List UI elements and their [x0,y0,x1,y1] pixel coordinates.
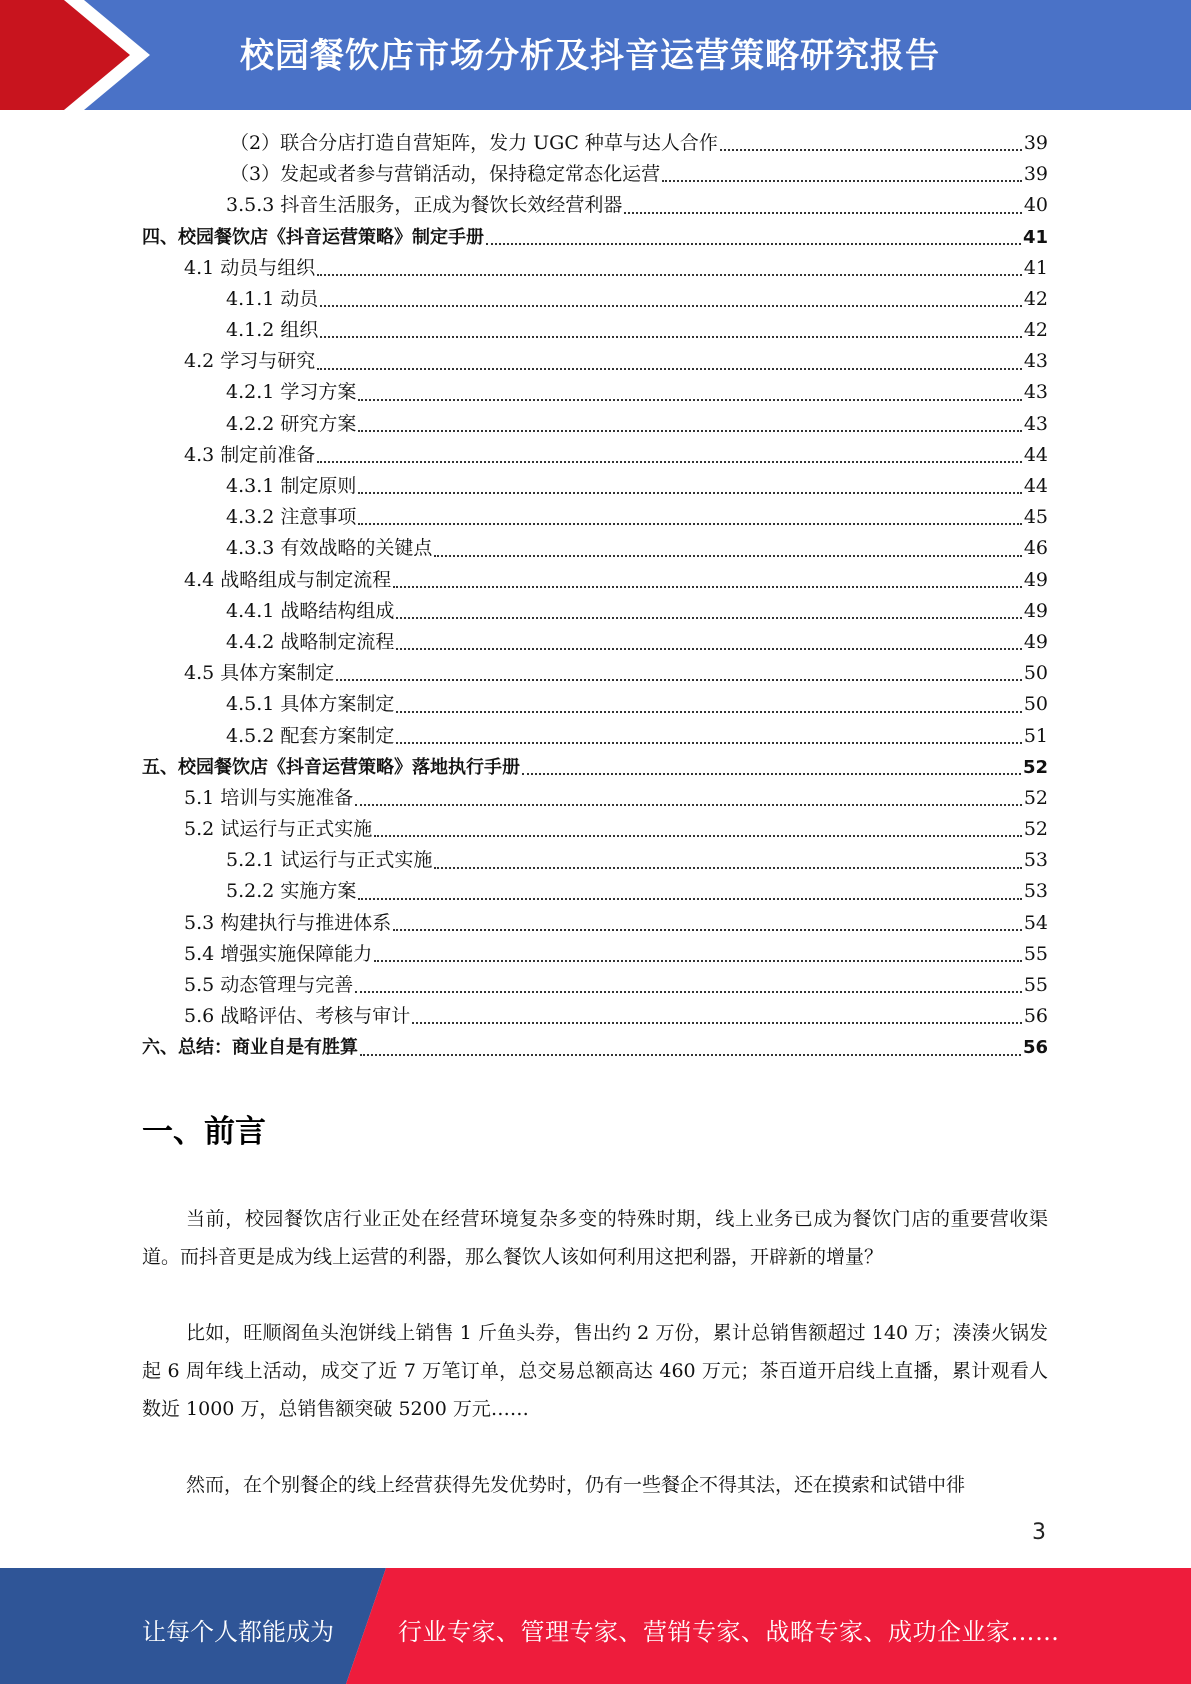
toc-entry-title: 5.5 动态管理与完善 [184,974,354,997]
toc-entry-page: 42 [1023,287,1048,310]
toc-entry[interactable] [142,565,1048,596]
toc-dot-leader [317,461,1022,463]
toc-dot-leader [355,991,1022,993]
toc-entry-page: 46 [1023,537,1048,560]
toc-entry[interactable] [142,190,1048,221]
toc-entry-page: 49 [1023,599,1048,622]
toc-entry[interactable] [142,346,1048,377]
toc-entry-page: 49 [1023,630,1048,653]
paragraph: 当前，校园餐饮店行业正处在经营环境复杂多变的特殊时期，线上业务已成为餐饮门店的重要营收渠道。而抖音更是成为线上运营的利器，那么餐饮人该如何利用这把利器，开辟新的增量？ [142,1208,1048,1268]
toc-entry[interactable] [142,845,1048,876]
toc-entry-page: 52 [1022,756,1048,778]
toc-dot-leader [317,368,1022,370]
toc-dot-leader [358,523,1021,525]
chevron-logo-icon [0,0,160,110]
toc-entry[interactable] [142,128,1048,159]
toc-entry-page: 52 [1023,786,1048,809]
toc-dot-leader [624,212,1021,214]
toc-dot-leader [358,430,1021,432]
toc-dot-leader [317,274,1022,276]
toc-entry-page: 56 [1023,1005,1048,1028]
toc-entry-page: 55 [1023,942,1048,965]
toc-entry[interactable] [142,689,1048,720]
toc-dot-leader [434,867,1021,869]
toc-entry-title: 4.1.2 组织 [226,319,319,342]
toc-entry-page: 52 [1023,818,1048,841]
toc-entry-page: 54 [1023,911,1048,934]
toc-dot-leader [358,399,1021,401]
toc-entry-title: 4.5 具体方案制定 [184,662,335,685]
toc-entry[interactable] [142,471,1048,502]
toc-dot-leader [396,742,1021,744]
page-number: 3 [1032,1520,1046,1545]
toc-entry-title: 4.3.3 有效战略的关键点 [226,537,433,560]
toc-dot-leader [358,898,1021,900]
toc-entry-page: 49 [1023,568,1048,591]
footer-slogan-right: 行业专家、管理专家、营销专家、战略专家、成功企业家…… [398,1618,1060,1646]
footer-slogan-left: 让每个人都能成为 [142,1618,334,1646]
toc-dot-leader [396,648,1021,650]
toc-entry-page: 41 [1022,226,1048,248]
page-footer [0,1568,1191,1684]
paragraph: 比如，旺顺阁鱼头泡饼线上销售 1 斤鱼头券，售出约 2 万份，累计总销售额超过 140 万；湊湊火锅发起 6 周年线上活动，成交了近 7 万笔订单，总交易总额高达 460 万元；茶百道开启线上直播，累计观看人数近 1000 万，总销售额突破 5200 万元…… [142,1322,1048,1420]
toc-entry[interactable] [142,752,1048,783]
toc-entry-page: 53 [1023,880,1048,903]
toc-dot-leader [393,586,1022,588]
toc-entry[interactable] [142,721,1048,752]
toc-entry-title: （2）联合分店打造自营矩阵，发力 UGC 种草与达人合作 [230,131,718,154]
toc-entry-title: 五、校园餐饮店《抖音运营策略》落地执行手册 [142,756,520,778]
toc-entry-title: 六、总结：商业自是有胜算 [142,1037,358,1059]
toc-entry-page: 44 [1023,443,1048,466]
toc-entry[interactable] [142,970,1048,1001]
toc-entry-title: 4.2 学习与研究 [184,350,316,373]
toc-entry-page: 40 [1023,194,1048,217]
toc-entry-title: 3.5.3 抖音生活服务，正成为餐饮长效经营利器 [226,194,623,217]
table-of-contents [142,128,1048,1064]
toc-dot-leader [358,492,1021,494]
toc-dot-leader [360,1054,1021,1056]
header-title: 校园餐饮店市场分析及抖音运营策略研究报告 [240,36,940,76]
toc-entry[interactable] [142,409,1048,440]
toc-entry-page: 45 [1023,506,1048,529]
toc-entry-title: 4.1.1 动员 [226,287,319,310]
toc-dot-leader [374,835,1022,837]
toc-dot-leader [393,929,1022,931]
toc-entry-title: 四、校园餐饮店《抖音运营策略》制定手册 [142,226,484,248]
toc-entry-page: 42 [1023,319,1048,342]
toc-entry-page: 43 [1023,381,1048,404]
toc-entry-title: 5.1 培训与实施准备 [184,786,354,809]
toc-dot-leader [396,711,1021,713]
toc-entry[interactable] [142,315,1048,346]
toc-entry-title: 4.2.1 学习方案 [226,381,357,404]
toc-entry-page: 43 [1023,412,1048,435]
toc-entry-title: 4.5.1 具体方案制定 [226,693,395,716]
toc-entry-page: 53 [1023,849,1048,872]
toc-entry[interactable] [142,1001,1048,1032]
toc-entry[interactable] [142,378,1048,409]
toc-entry[interactable] [142,939,1048,970]
page-header [0,0,1191,110]
toc-entry-page: 56 [1022,1037,1048,1059]
toc-entry-title: 4.2.2 研究方案 [226,412,357,435]
toc-dot-leader [486,243,1021,245]
toc-entry-title: 5.2.1 试运行与正式实施 [226,849,433,872]
toc-entry[interactable] [142,159,1048,190]
toc-entry[interactable] [142,627,1048,658]
toc-entry-page: 51 [1023,724,1048,747]
toc-entry-title: 4.4.2 战略制定流程 [226,630,395,653]
toc-entry-title: 5.4 增强实施保障能力 [184,942,373,965]
toc-entry-page: 50 [1023,662,1048,685]
toc-entry[interactable] [142,284,1048,315]
toc-entry-page: 41 [1023,256,1048,279]
toc-dot-leader [522,773,1021,775]
toc-entry[interactable] [142,783,1048,814]
toc-dot-leader [434,555,1021,557]
toc-dot-leader [320,336,1021,338]
toc-dot-leader [374,960,1022,962]
toc-entry[interactable] [142,908,1048,939]
toc-entry[interactable] [142,877,1048,908]
toc-entry[interactable] [142,502,1048,533]
toc-entry-page: 50 [1023,693,1048,716]
toc-dot-leader [355,804,1022,806]
toc-entry-title: 4.5.2 配套方案制定 [226,724,395,747]
toc-entry-page: 39 [1023,163,1048,186]
toc-entry-title: 5.6 战略评估、考核与审计 [184,1005,411,1028]
toc-dot-leader [412,1022,1022,1024]
toc-entry-title: 4.3.1 制定原则 [226,475,357,498]
toc-dot-leader [396,617,1021,619]
toc-entry[interactable] [142,658,1048,689]
toc-entry[interactable] [142,440,1048,471]
paragraph: 然而，在个别餐企的线上经营获得先发优势时，仍有一些餐企不得其法，还在摸索和试错中徘 [186,1474,966,1496]
toc-entry-page: 39 [1023,131,1048,154]
toc-entry[interactable] [142,533,1048,564]
toc-entry-page: 44 [1023,475,1048,498]
toc-entry-title: 5.2.2 实施方案 [226,880,357,903]
toc-entry[interactable] [142,596,1048,627]
toc-entry-title: 5.2 试运行与正式实施 [184,818,373,841]
toc-entry[interactable] [142,1032,1048,1063]
toc-entry[interactable] [142,222,1048,253]
toc-dot-leader [662,180,1022,182]
toc-entry-page: 43 [1023,350,1048,373]
toc-dot-leader [720,149,1022,151]
toc-entry[interactable] [142,253,1048,284]
toc-entry-title: 4.3.2 注意事项 [226,506,357,529]
toc-entry-title: 4.1 动员与组织 [184,256,316,279]
toc-entry-title: 4.3 制定前准备 [184,443,316,466]
toc-entry[interactable] [142,814,1048,845]
toc-dot-leader [320,305,1021,307]
toc-entry-title: 4.4 战略组成与制定流程 [184,568,392,591]
toc-entry-page: 55 [1023,974,1048,997]
section-heading: 一、前言 [142,1114,266,1150]
toc-entry-title: 5.3 构建执行与推进体系 [184,911,392,934]
toc-entry-title: （3）发起或者参与营销活动，保持稳定常态化运营 [230,163,661,186]
toc-entry-title: 4.4.1 战略结构组成 [226,599,395,622]
toc-dot-leader [336,679,1022,681]
